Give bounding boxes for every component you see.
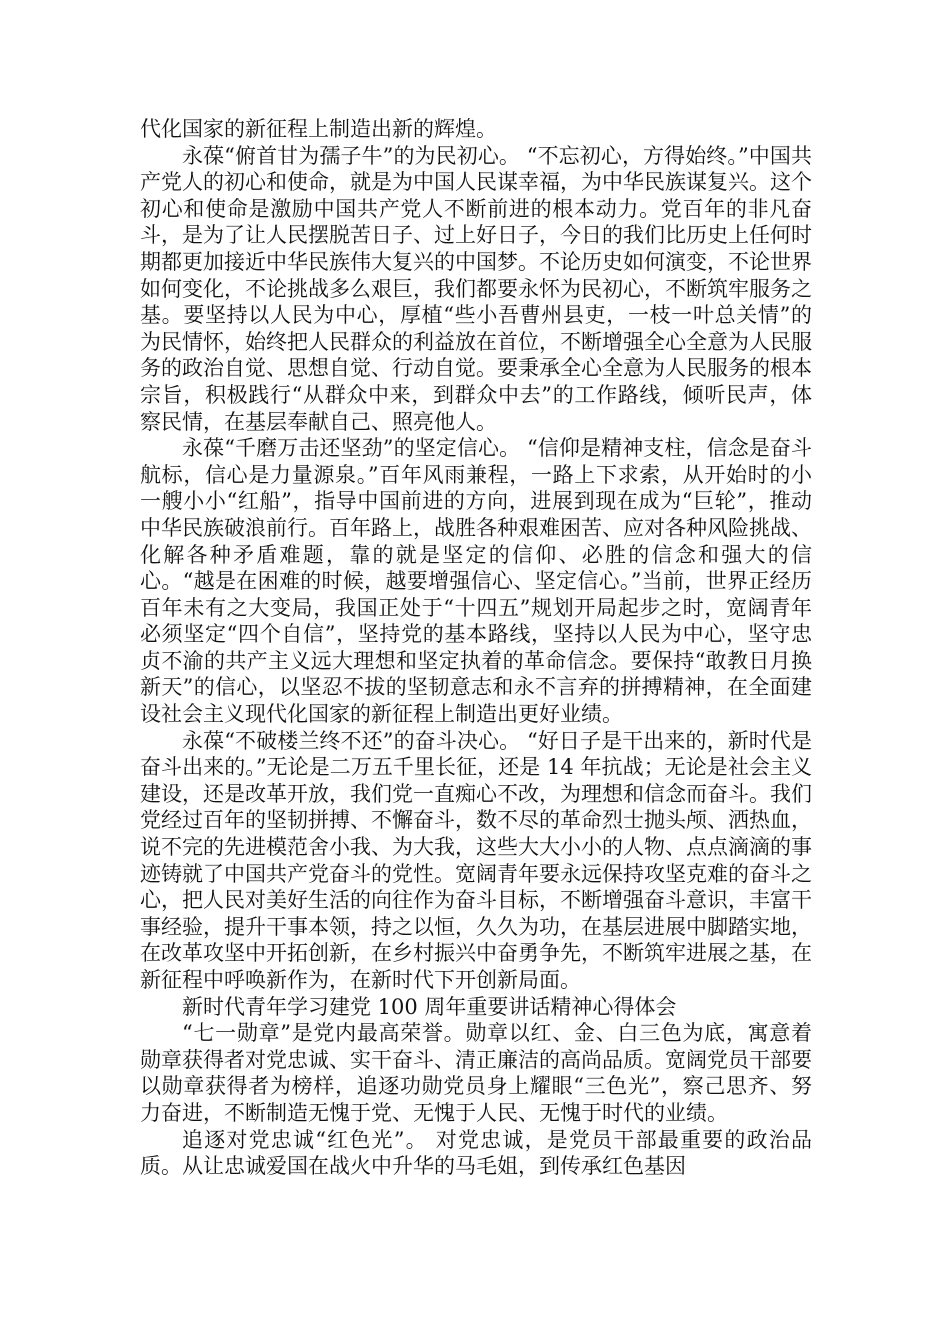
section-heading: 新时代青年学习建党 100 周年重要讲话精神心得体会: [182, 994, 677, 1019]
paragraph-5: “七一勋章”是党内最高荣誉。勋章以红、金、白三色为底，寓意着勋章获得者对党忠诚、实干奋斗、清正廉洁的高尚品质。宽阔党员干部要以勋章获得者为榜样，追逐功勋党员身上耀眼“三色光”，察己思齐、努力奋进，不断制造无愧于党、无愧于人民、无愧于时代的业绩。: [140, 1021, 812, 1125]
paragraph-2: 永葆“俯首甘为孺子牛”的为民初心。 “不忘初心，方得始终。”中国共产党人的初心和使命，就是为中国人民谋幸福，为中华民族谋复兴。这个初心和使命是激励中国共产党人不断前进的根本动力。党百年的非凡奋斗，是为了让人民摆脱苦日子、过上好日子，今日的我们比历史上任何时期都更加接近中华民族伟大复兴的中国梦。不论历史如何演变，不论世界如何变化，不论挑战多么艰巨，我们都要永怀为民初心，不断筑牢服务之基。要坚持以人民为中心，厚植“些小吾曹州县吏，一枝一叶总关情”的为民情怀，始终把人民群众的利益放在首位，不断增强全心全意为人民服务的政治自觉、思想自觉、行动自觉。要秉承全心全意为人民服务的根本宗旨，积极践行“从群众中来，到群众中去”的工作路线，倾听民声，体察民情，在基层奉献自己、照亮他人。: [140, 143, 812, 434]
paragraph-3: 永葆“千磨万击还坚劲”的坚定信心。 “信仰是精神支柱，信念是奋斗航标，信心是力量源泉。”百年风雨兼程，一路上下求索，从开始时的小一艘小小“红船”，指导中国前进的方向，进展到现在成为“巨轮”，推动中华民族破浪前行。百年路上，战胜各种艰难困苦、应对各种风险挑战、化解各种矛盾难题，靠的就是坚定的信仰、必胜的信念和强大的信心。“越是在困难的时候，越要增强信心、坚定信心。”当前，世界正经历百年未有之大变局，我国正处于“十四五”规划开局起步之时，宽阔青年必须坚定“四个自信”，坚持党的基本路线，坚持以人民为中心，坚守忠贞不渝的共产主义远大理想和坚定执着的革命信念。要保持“敢教日月换新天”的信心，以坚忍不拔的坚韧意志和永不言弃的拼搏精神，在全面建设社会主义现代化国家的新征程上制造出更好业绩。: [140, 436, 812, 727]
paragraph-6: 追逐对党忠诚“红色光”。 对党忠诚，是党员干部最重要的政治品质。从让忠诚爱国在战火中升华的马毛姐，到传承红色基因: [140, 1127, 812, 1179]
paragraph-4: 永葆“不破楼兰终不还”的奋斗决心。 “好日子是干出来的，新时代是奋斗出来的。”无论是二万五千里长征，还是 14 年抗战；无论是社会主义建设，还是改革开放，我们党一直痴心不改，为理想和信念而奋斗。我们党经过百年的坚韧拼搏、不懈奋斗，数不尽的革命烈士抛头颅、洒热血，说不完的先进模范舍小我、为大我，这些大大小小的人物、点点滴滴的事迹铸就了中国共产党奋斗的党性。宽阔青年要永远保持攻坚克难的奋斗之心，把人民对美好生活的向往作为奋斗目标，不断增强奋斗意识，丰富干事经验，提升干事本领，持之以恒，久久为功，在基层进展中脚踏实地，在改革攻坚中开拓创新，在乡村振兴中奋勇争先，不断筑牢进展之基，在新征程中呼唤新作为，在新时代下开创新局面。: [140, 728, 812, 992]
paragraph-1: 代化国家的新征程上制造出新的辉煌。: [140, 117, 497, 141]
document-page: [140, 116, 812, 1180]
